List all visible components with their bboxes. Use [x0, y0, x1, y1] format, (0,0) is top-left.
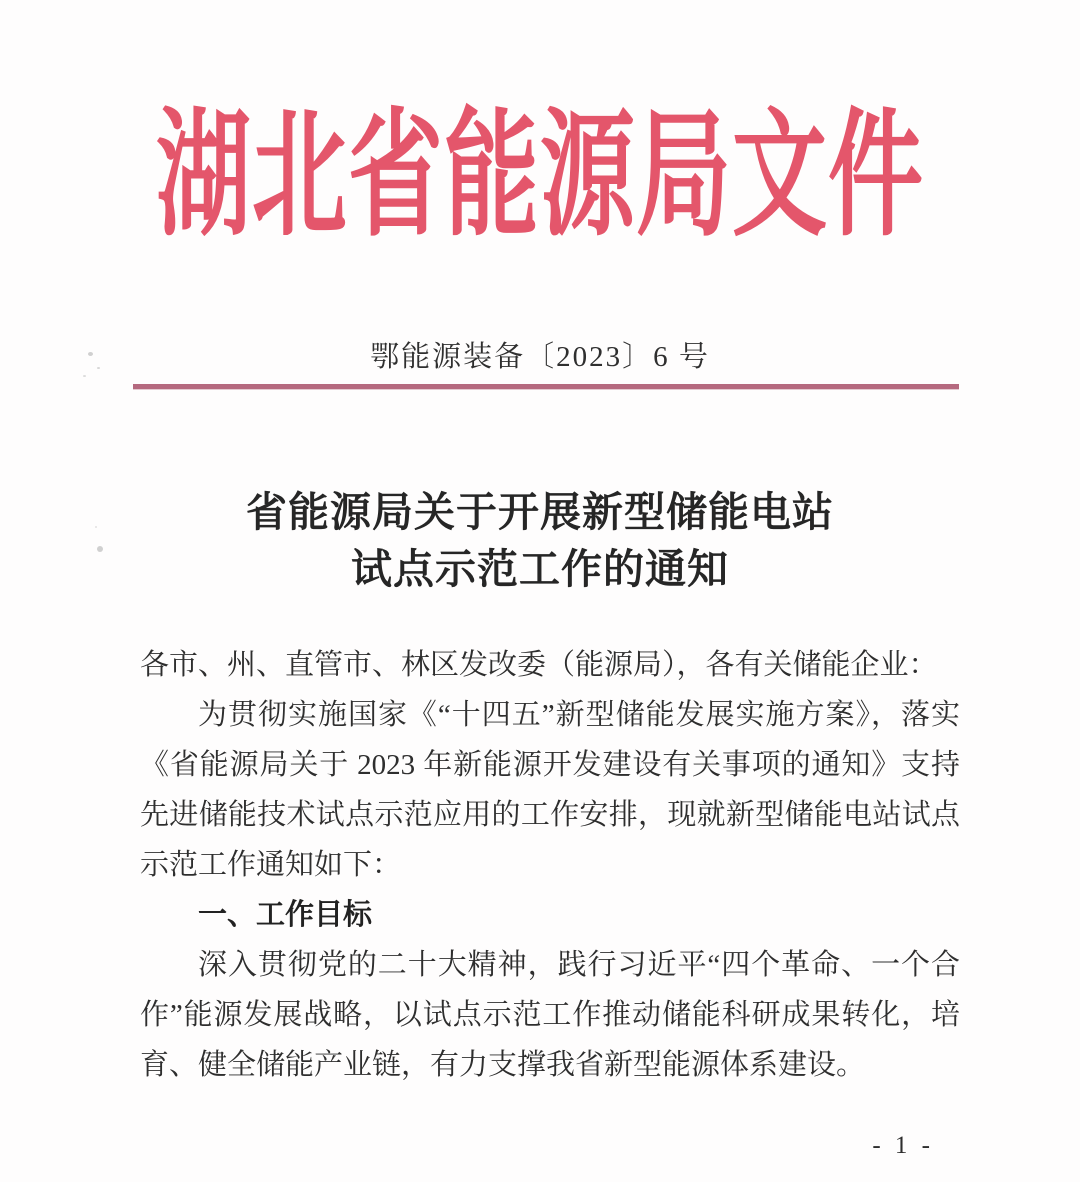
body-line: 示范工作通知如下：	[140, 849, 402, 881]
body-line: 作”能源发展战略，以试点示范工作推动储能科研成果转化，培	[140, 999, 960, 1031]
notice-title-line-2: 试点示范工作的通知	[351, 546, 729, 592]
notice-title	[0, 484, 1080, 598]
scan-speckle	[88, 352, 93, 356]
scan-speckle	[97, 546, 103, 552]
document-number: 鄂能源装备〔2023〕6 号	[370, 341, 710, 373]
notice-title-line-1: 省能源局关于开展新型储能电站	[246, 489, 834, 535]
section-heading: 一、工作目标	[198, 899, 373, 931]
salutation-line: 各市、州、直管市、林区发改委（能源局），各有关储能企业：	[140, 649, 938, 681]
page-number: - 1 -	[872, 1132, 934, 1159]
body-line: 为贯彻实施国家《“十四五”新型储能发展实施方案》，落实	[198, 699, 960, 731]
red-divider-rule	[133, 384, 959, 389]
body-line: 深入贯彻党的二十大精神，践行习近平“四个革命、一个合	[198, 949, 960, 981]
masthead-title	[0, 99, 1080, 253]
body-line: 先进储能技术试点示范应用的工作安排，现就新型储能电站试点	[140, 799, 960, 831]
masthead-title-text: 湖北省能源局文件	[155, 99, 924, 253]
document-body	[140, 640, 960, 1090]
body-line: 《省能源局关于 2023 年新能源开发建设有关事项的通知》支持	[140, 749, 960, 781]
body-line: 育、健全储能产业链，有力支撑我省新型能源体系建设。	[140, 1049, 866, 1081]
